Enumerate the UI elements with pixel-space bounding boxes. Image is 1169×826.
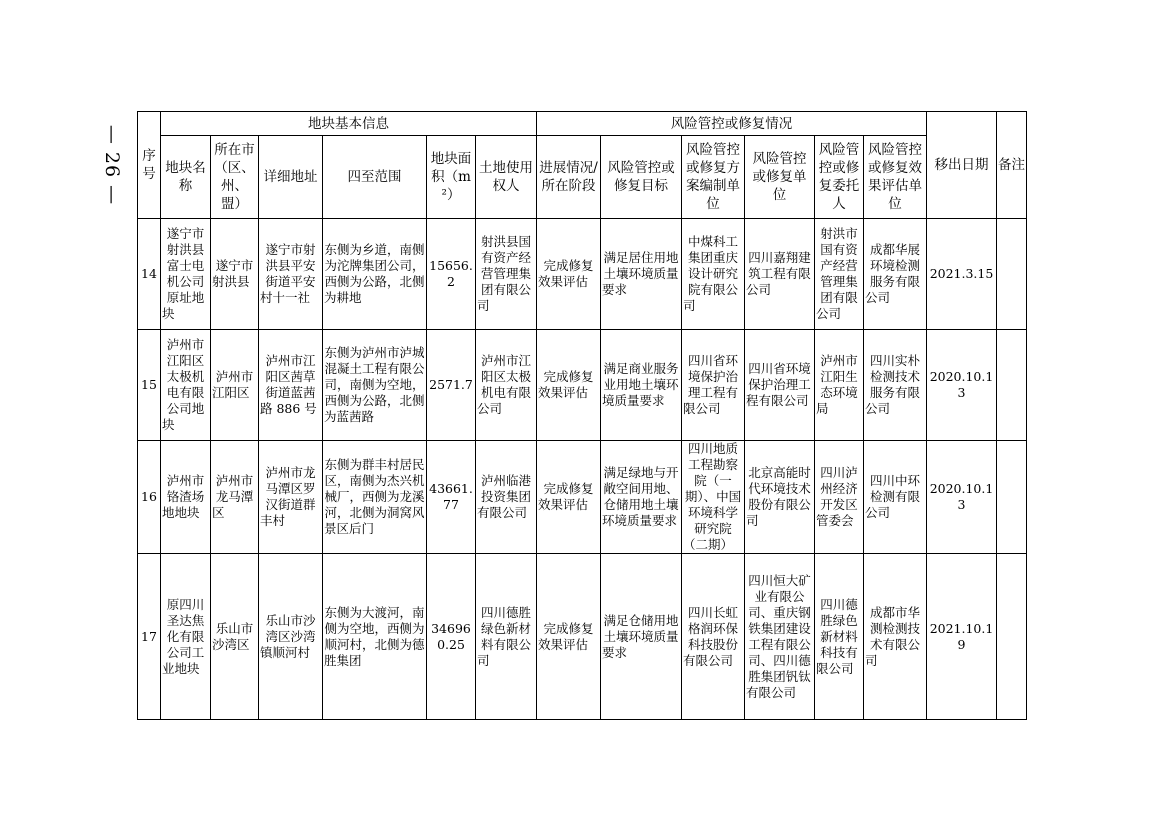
cell-removal-date: 2021.3.15 bbox=[927, 219, 997, 330]
header-progress: 进展情况/所在阶段 bbox=[537, 136, 601, 219]
cell-owner: 泸州市江阳区太极机电有限公司 bbox=[476, 330, 537, 441]
table-row bbox=[138, 330, 1027, 441]
cell-progress: 完成修复效果评估 bbox=[537, 219, 601, 330]
cell-plan-unit: 中煤科工集团重庆设计研究院有限公司 bbox=[682, 219, 745, 330]
cell-address: 泸州市龙马潭区罗汉街道群丰村 bbox=[259, 441, 323, 554]
cell-repair-unit: 北京高能时代环境技术股份有限公司 bbox=[745, 441, 815, 554]
cell-removal-date: 2021.10.19 bbox=[927, 554, 997, 720]
header-plan-unit: 风险管控或修复方案编制单位 bbox=[682, 136, 745, 219]
column-header-row bbox=[138, 136, 1027, 219]
cell-plan-unit: 四川长虹格润环保科技股份有限公司 bbox=[682, 554, 745, 720]
header-seq: 序号 bbox=[138, 112, 161, 219]
cell-remark bbox=[997, 554, 1027, 720]
cell-area: 15656.2 bbox=[427, 219, 476, 330]
header-area: 地块面积（m²） bbox=[427, 136, 476, 219]
cell-eval-unit: 四川中环检测有限公司 bbox=[864, 441, 927, 554]
cell-boundary: 东侧为乡道，南侧为沱牌集团公司，西侧为公路，北侧为耕地 bbox=[323, 219, 427, 330]
header-repair-unit: 风险管控或修复单位 bbox=[745, 136, 815, 219]
cell-plan-unit: 四川省环境保护治理工程有限公司 bbox=[682, 330, 745, 441]
group-header-row bbox=[138, 112, 1027, 136]
header-basic-info: 地块基本信息 bbox=[161, 112, 537, 136]
cell-client: 四川泸州经济开发区管委会 bbox=[815, 441, 864, 554]
cell-target: 满足居住用地土壤环境质量要求 bbox=[601, 219, 682, 330]
cell-remark bbox=[997, 330, 1027, 441]
cell-progress: 完成修复效果评估 bbox=[537, 330, 601, 441]
cell-city: 泸州市龙马潭区 bbox=[211, 441, 259, 554]
cell-area: 2571.7 bbox=[427, 330, 476, 441]
table-row bbox=[138, 219, 1027, 330]
header-owner: 土地使用权人 bbox=[476, 136, 537, 219]
cell-address: 乐山市沙湾区沙湾镇顺河村 bbox=[259, 554, 323, 720]
cell-seq: 15 bbox=[138, 330, 161, 441]
cell-owner: 四川德胜绿色新材料有限公司 bbox=[476, 554, 537, 720]
cell-boundary: 东侧为泸州市泸城混凝土工程有限公司，南侧为空地，西侧为公路，北侧为蓝茜路 bbox=[323, 330, 427, 441]
cell-city: 乐山市沙湾区 bbox=[211, 554, 259, 720]
cell-target: 满足商业服务业用地土壤环境质量要求 bbox=[601, 330, 682, 441]
header-removal-date: 移出日期 bbox=[927, 112, 997, 219]
cell-address: 遂宁市射洪县平安街道平安村十一社 bbox=[259, 219, 323, 330]
cell-seq: 14 bbox=[138, 219, 161, 330]
cell-target: 满足绿地与开敞空间用地、仓储用地土壤环境质量要求 bbox=[601, 441, 682, 554]
cell-client: 射洪市国有资产经营管理集团有限公司 bbox=[815, 219, 864, 330]
cell-client: 泸州市江阳生态环境局 bbox=[815, 330, 864, 441]
cell-eval-unit: 成都市华测检测技术有限公司 bbox=[864, 554, 927, 720]
header-risk-control: 风险管控或修复情况 bbox=[537, 112, 927, 136]
header-boundary: 四至范围 bbox=[323, 136, 427, 219]
cell-name: 泸州市江阳区太极机电有限公司地块 bbox=[161, 330, 211, 441]
cell-remark bbox=[997, 219, 1027, 330]
cell-area: 43661.77 bbox=[427, 441, 476, 554]
header-address: 详细地址 bbox=[259, 136, 323, 219]
contaminated-land-table bbox=[137, 111, 1027, 720]
cell-plan-unit: 四川地质工程勘察院（一期）、中国环境科学研究院（二期） bbox=[682, 441, 745, 554]
cell-repair-unit: 四川恒大矿业有限公司、重庆钢铁集团建设工程有限公司、四川德胜集团钒钛有限公司 bbox=[745, 554, 815, 720]
header-name: 地块名称 bbox=[161, 136, 211, 219]
table-row bbox=[138, 441, 1027, 554]
header-city: 所在市（区、州、盟） bbox=[211, 136, 259, 219]
cell-address: 泸州市江阳区茜草街道蓝茜路 886 号 bbox=[259, 330, 323, 441]
cell-progress: 完成修复效果评估 bbox=[537, 441, 601, 554]
cell-remark bbox=[997, 441, 1027, 554]
cell-boundary: 东侧为群丰村居民区，南侧为杰兴机械厂，西侧为龙溪河，北侧为洞窝风景区后门 bbox=[323, 441, 427, 554]
cell-city: 泸州市江阳区 bbox=[211, 330, 259, 441]
cell-seq: 16 bbox=[138, 441, 161, 554]
cell-repair-unit: 四川嘉翔建筑工程有限公司 bbox=[745, 219, 815, 330]
header-eval-unit: 风险管控或修复效果评估单位 bbox=[864, 136, 927, 219]
header-target: 风险管控或修复目标 bbox=[601, 136, 682, 219]
cell-boundary: 东侧为大渡河，南侧为空地，西侧为顺河村，北侧为德胜集团 bbox=[323, 554, 427, 720]
cell-removal-date: 2020.10.13 bbox=[927, 441, 997, 554]
table-row bbox=[138, 554, 1027, 720]
cell-area: 346960.25 bbox=[427, 554, 476, 720]
page-number-text: — 26 — bbox=[101, 124, 124, 206]
cell-name: 泸州市铬渣场地地块 bbox=[161, 441, 211, 554]
cell-target: 满足仓储用地土壤环境质量要求 bbox=[601, 554, 682, 720]
cell-repair-unit: 四川省环境保护治理工程有限公司 bbox=[745, 330, 815, 441]
cell-eval-unit: 四川实朴检测技术服务有限公司 bbox=[864, 330, 927, 441]
header-client: 风险管控或修复委托人 bbox=[815, 136, 864, 219]
cell-name: 遂宁市射洪县富士电机公司原址地块 bbox=[161, 219, 211, 330]
cell-seq: 17 bbox=[138, 554, 161, 720]
cell-eval-unit: 成都华展环境检测服务有限公司 bbox=[864, 219, 927, 330]
cell-city: 遂宁市射洪县 bbox=[211, 219, 259, 330]
header-remark: 备注 bbox=[997, 112, 1027, 219]
cell-owner: 射洪县国有资产经营管理集团有限公司 bbox=[476, 219, 537, 330]
cell-owner: 泸州临港投资集团有限公司 bbox=[476, 441, 537, 554]
cell-progress: 完成修复效果评估 bbox=[537, 554, 601, 720]
page-number bbox=[100, 120, 124, 210]
cell-client: 四川德胜绿色新材料科技有限公司 bbox=[815, 554, 864, 720]
cell-removal-date: 2020.10.13 bbox=[927, 330, 997, 441]
cell-name: 原四川圣达焦化有限公司工业地块 bbox=[161, 554, 211, 720]
